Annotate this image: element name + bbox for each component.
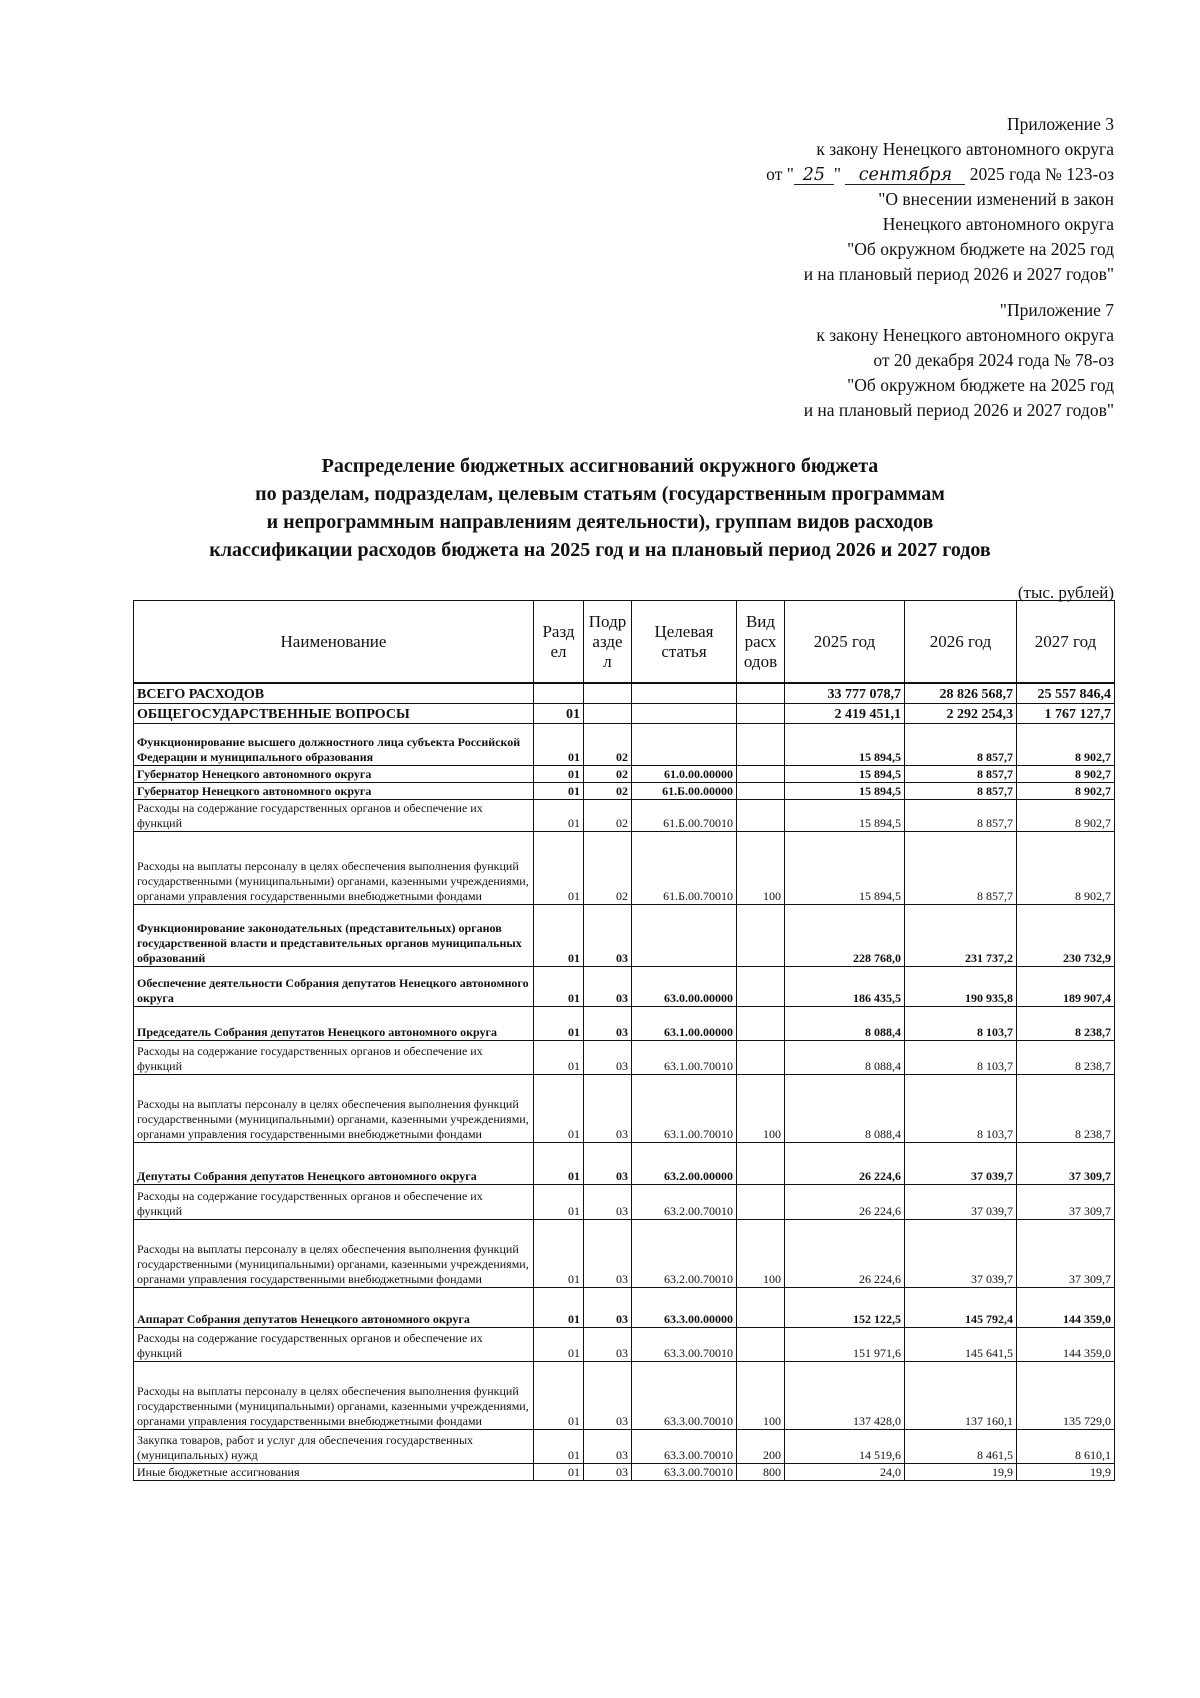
row-target-article-cell: 61.Б.00.70010: [632, 799, 737, 831]
budget-table: [133, 600, 1115, 1481]
handwritten-month: сентября: [845, 166, 965, 185]
row-2025-cell: 2 419 451,1: [785, 703, 905, 723]
row-2026-cell: 8 857,7: [905, 799, 1017, 831]
row-razdel-cell: 01: [534, 1184, 584, 1219]
row-2027-cell: 8 902,7: [1017, 831, 1115, 904]
table-row: [134, 1142, 1115, 1184]
row-2027-cell: 144 359,0: [1017, 1287, 1115, 1327]
table-header-row: [134, 601, 1115, 684]
row-name-cell: Расходы на содержание государственных органов и обеспечение их функций: [134, 799, 534, 831]
row-2026-cell: 8 857,7: [905, 831, 1017, 904]
row-razdel-cell: 01: [534, 1074, 584, 1142]
row-expense-type-cell: [737, 799, 785, 831]
table-row: [134, 1287, 1115, 1327]
row-2027-cell: 8 238,7: [1017, 1006, 1115, 1040]
table-row: [134, 683, 1115, 703]
row-name-cell: Расходы на выплаты персоналу в целях обеспечения выполнения функций государственными (муниципальными) органами, казенными учреждениями, органами управления государственными внебюджетными фондами: [134, 1074, 534, 1142]
row-razdel-cell: 01: [534, 765, 584, 782]
row-2027-cell: 8 902,7: [1017, 799, 1115, 831]
row-razdel-cell: 01: [534, 1287, 584, 1327]
table-row: [134, 1327, 1115, 1361]
header-podrazdel: Подр азде л: [584, 601, 632, 684]
row-razdel-cell: 01: [534, 1463, 584, 1480]
row-2026-cell: 8 461,5: [905, 1429, 1017, 1463]
row-podrazdel-cell: 03: [584, 1287, 632, 1327]
row-target-article-cell: 63.3.00.70010: [632, 1327, 737, 1361]
row-target-article-cell: 61.Б.00.00000: [632, 782, 737, 799]
row-2027-cell: 135 729,0: [1017, 1361, 1115, 1429]
row-expense-type-cell: [737, 904, 785, 966]
row-2025-cell: 15 894,5: [785, 723, 905, 765]
row-2025-cell: 26 224,6: [785, 1219, 905, 1287]
row-target-article-cell: 63.0.00.00000: [632, 966, 737, 1006]
row-2026-cell: 145 641,5: [905, 1327, 1017, 1361]
row-2025-cell: 8 088,4: [785, 1074, 905, 1142]
row-target-article-cell: 63.3.00.70010: [632, 1361, 737, 1429]
row-podrazdel-cell: 03: [584, 1429, 632, 1463]
row-expense-type-cell: 100: [737, 1219, 785, 1287]
row-expense-type-cell: [737, 1327, 785, 1361]
header-2025: 2025 год: [785, 601, 905, 684]
row-2026-cell: 37 039,7: [905, 1142, 1017, 1184]
row-2025-cell: 33 777 078,7: [785, 683, 905, 703]
appendix-7-header: [554, 298, 1114, 423]
row-podrazdel-cell: 03: [584, 904, 632, 966]
row-2026-cell: 2 292 254,3: [905, 703, 1017, 723]
row-razdel-cell: 01: [534, 831, 584, 904]
row-2026-cell: 8 857,7: [905, 782, 1017, 799]
row-razdel-cell: 01: [534, 1361, 584, 1429]
row-2027-cell: 189 907,4: [1017, 966, 1115, 1006]
row-2026-cell: 8 857,7: [905, 723, 1017, 765]
table-row: [134, 1006, 1115, 1040]
row-name-cell: Расходы на выплаты персоналу в целях обеспечения выполнения функций государственными (муниципальными) органами, казенными учреждениями, органами управления государственными внебюджетными фондами: [134, 1361, 534, 1429]
row-2025-cell: 8 088,4: [785, 1040, 905, 1074]
row-podrazdel-cell: 03: [584, 1361, 632, 1429]
row-podrazdel-cell: 03: [584, 1463, 632, 1480]
row-razdel-cell: 01: [534, 782, 584, 799]
appendix-3-date-line: [554, 162, 1114, 187]
row-podrazdel-cell: 02: [584, 782, 632, 799]
appendix-3-header: [554, 112, 1114, 287]
appendix-7-line-3: от 20 декабря 2024 года № 78-оз: [873, 350, 1114, 370]
title-line-1: Распределение бюджетных ассигнований окружного бюджета: [321, 455, 879, 477]
row-podrazdel-cell: [584, 683, 632, 703]
row-podrazdel-cell: 03: [584, 1074, 632, 1142]
row-2027-cell: 8 238,7: [1017, 1040, 1115, 1074]
row-name-cell: Расходы на содержание государственных органов и обеспечение их функций: [134, 1184, 534, 1219]
row-target-article-cell: [632, 703, 737, 723]
row-name-cell: Губернатор Ненецкого автономного округа: [134, 765, 534, 782]
appendix-7-line-1: "Приложение 7: [999, 300, 1114, 320]
row-expense-type-cell: 800: [737, 1463, 785, 1480]
row-name-cell: Иные бюджетные ассигнования: [134, 1463, 534, 1480]
row-expense-type-cell: 200: [737, 1429, 785, 1463]
table-row: [134, 703, 1115, 723]
row-podrazdel-cell: 02: [584, 799, 632, 831]
row-podrazdel-cell: [584, 703, 632, 723]
row-name-cell: Губернатор Ненецкого автономного округа: [134, 782, 534, 799]
row-expense-type-cell: [737, 723, 785, 765]
row-razdel-cell: 01: [534, 703, 584, 723]
row-podrazdel-cell: 03: [584, 1327, 632, 1361]
row-expense-type-cell: [737, 703, 785, 723]
appendix-3-line-6: "Об окружном бюджете на 2025 год: [847, 239, 1114, 259]
row-expense-type-cell: [737, 1040, 785, 1074]
row-2025-cell: 152 122,5: [785, 1287, 905, 1327]
row-2025-cell: 186 435,5: [785, 966, 905, 1006]
table-row: [134, 1463, 1115, 1480]
row-name-cell: Расходы на выплаты персоналу в целях обеспечения выполнения функций государственными (муниципальными) органами, казенными учреждениями, органами управления государственными внебюджетными фондами: [134, 1219, 534, 1287]
row-razdel-cell: 01: [534, 1006, 584, 1040]
table-row: [134, 966, 1115, 1006]
row-expense-type-cell: [737, 782, 785, 799]
row-name-cell: ОБЩЕГОСУДАРСТВЕННЫЕ ВОПРОСЫ: [134, 703, 534, 723]
row-expense-type-cell: [737, 1184, 785, 1219]
row-target-article-cell: [632, 683, 737, 703]
row-2025-cell: 8 088,4: [785, 1006, 905, 1040]
row-2026-cell: 37 039,7: [905, 1184, 1017, 1219]
row-expense-type-cell: 100: [737, 831, 785, 904]
row-2026-cell: 8 103,7: [905, 1040, 1017, 1074]
appendix-7-line-4: "Об окружном бюджете на 2025 год: [847, 375, 1114, 395]
row-2025-cell: 15 894,5: [785, 831, 905, 904]
row-target-article-cell: 63.2.00.70010: [632, 1219, 737, 1287]
row-razdel-cell: 01: [534, 904, 584, 966]
row-razdel-cell: 01: [534, 1327, 584, 1361]
row-2025-cell: 137 428,0: [785, 1361, 905, 1429]
row-expense-type-cell: [737, 966, 785, 1006]
row-2027-cell: 37 309,7: [1017, 1142, 1115, 1184]
row-2026-cell: 28 826 568,7: [905, 683, 1017, 703]
row-target-article-cell: 63.1.00.00000: [632, 1006, 737, 1040]
table-row: [134, 831, 1115, 904]
appendix-3-line-1: Приложение 3: [1006, 114, 1114, 134]
row-2026-cell: 8 857,7: [905, 765, 1017, 782]
row-2027-cell: 8 238,7: [1017, 1074, 1115, 1142]
table-row: [134, 1361, 1115, 1429]
row-podrazdel-cell: 03: [584, 1006, 632, 1040]
row-2026-cell: 8 103,7: [905, 1074, 1017, 1142]
title-line-2: по разделам, подразделам, целевым статьям (государственным программам: [255, 483, 945, 505]
appendix-3-line-2: к закону Ненецкого автономного округа: [816, 139, 1114, 159]
row-name-cell: Расходы на содержание государственных органов и обеспечение их функций: [134, 1327, 534, 1361]
row-name-cell: Расходы на выплаты персоналу в целях обеспечения выполнения функций государственными (муниципальными) органами, казенными учреждениями, органами управления государственными внебюджетными фондами: [134, 831, 534, 904]
row-target-article-cell: [632, 904, 737, 966]
row-expense-type-cell: [737, 1006, 785, 1040]
appendix-3-line-5: Ненецкого автономного округа: [882, 214, 1114, 234]
appendix-3-line-4: "О внесении изменений в закон: [878, 189, 1114, 209]
header-razdel: Разд ел: [534, 601, 584, 684]
row-2025-cell: 228 768,0: [785, 904, 905, 966]
row-name-cell: Расходы на содержание государственных органов и обеспечение их функций: [134, 1040, 534, 1074]
row-target-article-cell: 63.3.00.00000: [632, 1287, 737, 1327]
handwritten-day: 25: [794, 166, 834, 185]
row-expense-type-cell: 100: [737, 1361, 785, 1429]
row-name-cell: Аппарат Собрания депутатов Ненецкого автономного округа: [134, 1287, 534, 1327]
table-row: [134, 723, 1115, 765]
row-razdel-cell: 01: [534, 966, 584, 1006]
title-line-4: классификации расходов бюджета на 2025 год и на плановый период 2026 и 2027 годов: [209, 539, 991, 561]
row-2027-cell: 1 767 127,7: [1017, 703, 1115, 723]
row-target-article-cell: [632, 723, 737, 765]
row-2026-cell: 137 160,1: [905, 1361, 1017, 1429]
row-target-article-cell: 63.3.00.70010: [632, 1429, 737, 1463]
row-name-cell: Обеспечение деятельности Собрания депутатов Ненецкого автономного округа: [134, 966, 534, 1006]
row-2027-cell: 144 359,0: [1017, 1327, 1115, 1361]
header-target-article: Целевая статья: [632, 601, 737, 684]
row-target-article-cell: 63.1.00.70010: [632, 1074, 737, 1142]
row-razdel-cell: 01: [534, 1429, 584, 1463]
row-name-cell: Депутаты Собрания депутатов Ненецкого автономного округа: [134, 1142, 534, 1184]
row-target-article-cell: 63.1.00.70010: [632, 1040, 737, 1074]
row-name-cell: Председатель Собрания депутатов Ненецкого автономного округа: [134, 1006, 534, 1040]
row-razdel-cell: 01: [534, 1040, 584, 1074]
row-2025-cell: 15 894,5: [785, 799, 905, 831]
table-row: [134, 765, 1115, 782]
row-2027-cell: 19,9: [1017, 1463, 1115, 1480]
row-expense-type-cell: [737, 765, 785, 782]
document-title: [140, 452, 1060, 564]
row-2026-cell: 231 737,2: [905, 904, 1017, 966]
row-target-article-cell: 61.0.00.00000: [632, 765, 737, 782]
row-razdel-cell: 01: [534, 1142, 584, 1184]
row-razdel-cell: 01: [534, 799, 584, 831]
row-target-article-cell: 63.3.00.70010: [632, 1463, 737, 1480]
row-2027-cell: 8 902,7: [1017, 765, 1115, 782]
appendix-7-line-5: и на плановый период 2026 и 2027 годов": [803, 400, 1114, 420]
row-podrazdel-cell: 02: [584, 765, 632, 782]
row-expense-type-cell: [737, 1142, 785, 1184]
row-2027-cell: 37 309,7: [1017, 1219, 1115, 1287]
row-2027-cell: 8 902,7: [1017, 782, 1115, 799]
row-name-cell: Закупка товаров, работ и услуг для обеспечения государственных (муниципальных) нужд: [134, 1429, 534, 1463]
row-2027-cell: 8 610,1: [1017, 1429, 1115, 1463]
row-razdel-cell: 01: [534, 1219, 584, 1287]
header-name: Наименование: [134, 601, 534, 684]
row-expense-type-cell: [737, 683, 785, 703]
table-row: [134, 1184, 1115, 1219]
row-name-cell: Функционирование высшего должностного лица субъекта Российской Федерации и муниципального образования: [134, 723, 534, 765]
row-2025-cell: 15 894,5: [785, 765, 905, 782]
header-2027: 2027 год: [1017, 601, 1115, 684]
table-row: [134, 782, 1115, 799]
row-podrazdel-cell: 03: [584, 1184, 632, 1219]
row-2027-cell: 37 309,7: [1017, 1184, 1115, 1219]
title-line-3: и непрограммным направлениям деятельности), группам видов расходов: [266, 511, 934, 533]
row-expense-type-cell: [737, 1287, 785, 1327]
table-row: [134, 1219, 1115, 1287]
table-row: [134, 1040, 1115, 1074]
row-podrazdel-cell: 02: [584, 831, 632, 904]
row-2025-cell: 14 519,6: [785, 1429, 905, 1463]
row-razdel-cell: 01: [534, 723, 584, 765]
header-2026: 2026 год: [905, 601, 1017, 684]
row-2025-cell: 26 224,6: [785, 1184, 905, 1219]
row-name-cell: Функционирование законодательных (представительных) органов государственной власти и представительных органов муниципальных образований: [134, 904, 534, 966]
row-target-article-cell: 61.Б.00.70010: [632, 831, 737, 904]
row-2025-cell: 24,0: [785, 1463, 905, 1480]
date-suffix: 2025 года № 123-оз: [965, 164, 1114, 184]
table-row: [134, 1074, 1115, 1142]
row-podrazdel-cell: 03: [584, 966, 632, 1006]
row-2026-cell: 19,9: [905, 1463, 1017, 1480]
row-2026-cell: 145 792,4: [905, 1287, 1017, 1327]
appendix-3-line-7: и на плановый период 2026 и 2027 годов": [803, 264, 1114, 284]
table-row: [134, 1429, 1115, 1463]
row-target-article-cell: 63.2.00.00000: [632, 1142, 737, 1184]
row-podrazdel-cell: 03: [584, 1142, 632, 1184]
row-podrazdel-cell: 03: [584, 1040, 632, 1074]
appendix-7-line-2: к закону Ненецкого автономного округа: [816, 325, 1114, 345]
table-row: [134, 904, 1115, 966]
row-2025-cell: 26 224,6: [785, 1142, 905, 1184]
row-podrazdel-cell: 03: [584, 1219, 632, 1287]
row-2027-cell: 25 557 846,4: [1017, 683, 1115, 703]
table-row: [134, 799, 1115, 831]
row-2026-cell: 37 039,7: [905, 1219, 1017, 1287]
date-prefix: от ": [766, 164, 794, 184]
row-2026-cell: 190 935,8: [905, 966, 1017, 1006]
row-2027-cell: 8 902,7: [1017, 723, 1115, 765]
row-target-article-cell: 63.2.00.70010: [632, 1184, 737, 1219]
row-expense-type-cell: 100: [737, 1074, 785, 1142]
date-mid: ": [833, 164, 846, 184]
units-label: (тыс. рублей): [1017, 583, 1114, 602]
row-2025-cell: 15 894,5: [785, 782, 905, 799]
header-expense-type: Вид расх одов: [737, 601, 785, 684]
row-2026-cell: 8 103,7: [905, 1006, 1017, 1040]
row-2027-cell: 230 732,9: [1017, 904, 1115, 966]
row-podrazdel-cell: 02: [584, 723, 632, 765]
table-body: [134, 683, 1115, 1480]
row-2025-cell: 151 971,6: [785, 1327, 905, 1361]
row-name-cell: ВСЕГО РАСХОДОВ: [134, 683, 534, 703]
row-razdel-cell: [534, 683, 584, 703]
